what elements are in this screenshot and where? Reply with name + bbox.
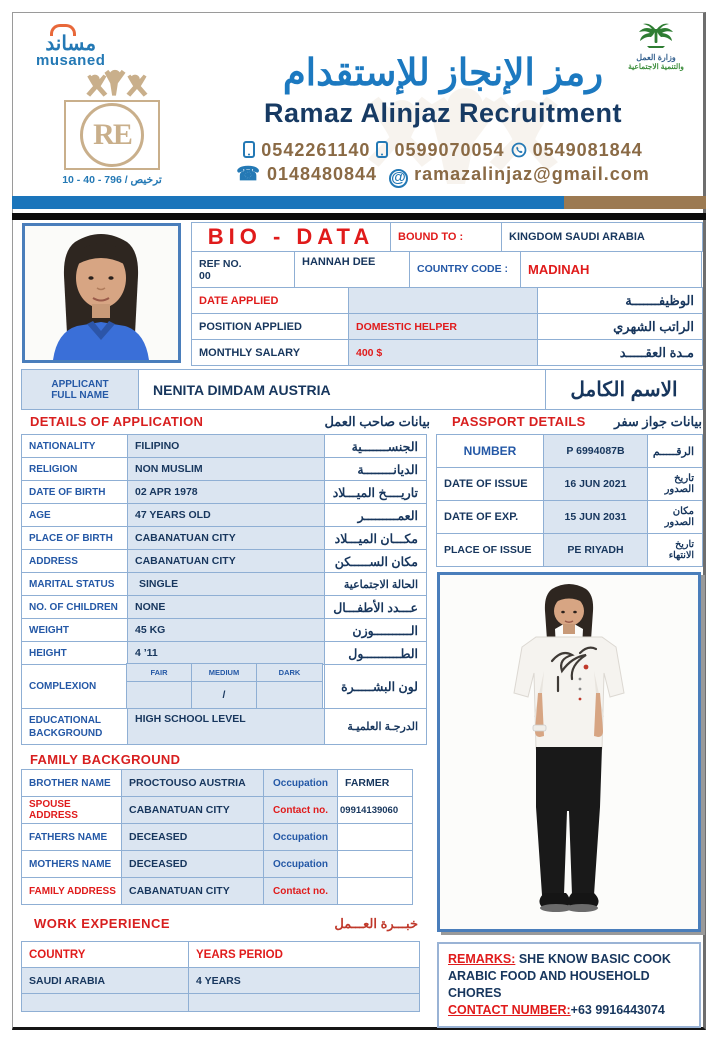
bio-header-table bbox=[192, 223, 706, 366]
contact-number-value: +63 9916443074 bbox=[570, 1002, 665, 1017]
family-label: FATHERS NAME bbox=[21, 823, 122, 851]
work-years: 4 YEARS bbox=[188, 967, 420, 994]
musaned-latin: musaned bbox=[36, 52, 106, 69]
detail-label: HEIGHT bbox=[21, 641, 128, 665]
position-applied-label: POSITION APPLIED bbox=[191, 313, 349, 340]
family-value2 bbox=[337, 877, 413, 905]
family-value: DECEASED bbox=[121, 823, 264, 851]
family-table bbox=[22, 770, 417, 905]
detail-value: 47 YEARS OLD bbox=[127, 503, 325, 527]
passport-section-title: PASSPORT DETAILS bbox=[452, 414, 586, 429]
work-country: SAUDI ARABIA bbox=[21, 967, 189, 994]
family-value2 bbox=[337, 850, 413, 878]
passport-label: NUMBER bbox=[436, 434, 544, 468]
work-section-title-arabic: خبـــرة العـــمل bbox=[334, 916, 418, 931]
license-number: ترخيص / 796 - 40 - 10 bbox=[62, 174, 162, 186]
job-arabic-label: الوظيفـــــــة bbox=[537, 287, 703, 314]
applicant-name-row bbox=[22, 370, 706, 410]
detail-arabic: الطــــــــــول bbox=[324, 641, 427, 665]
family-section-title: FAMILY BACKGROUND bbox=[30, 752, 181, 767]
detail-label: PLACE OF BIRTH bbox=[21, 526, 128, 550]
family-label: SPOUSE ADDRESS bbox=[21, 796, 122, 824]
ref-no-label: REF NO. bbox=[199, 257, 242, 270]
family-value: PROCTOUSO AUSTRIA bbox=[121, 769, 264, 797]
re-monogram: RE bbox=[93, 118, 131, 151]
family-value: DECEASED bbox=[121, 850, 264, 878]
detail-arabic: تاريــــخ الميـــلاد bbox=[324, 480, 427, 504]
detail-label: NO. OF CHILDREN bbox=[21, 595, 128, 619]
detail-value: 02 APR 1978 bbox=[127, 480, 325, 504]
education-arabic: الدرجـة العلميـة bbox=[324, 708, 427, 745]
complexion-options bbox=[127, 664, 325, 709]
passport-label: DATE OF ISSUE bbox=[436, 467, 544, 501]
detail-label: RELIGION bbox=[21, 457, 128, 481]
contact-line-2 bbox=[196, 163, 690, 188]
family-value2: 09914139060 bbox=[337, 796, 413, 824]
family-label2: Occupation bbox=[263, 769, 338, 797]
remarks-text: SHE KNOW BASIC COOK ARABIC FOOD AND HOUSEHOLD CHORES bbox=[448, 952, 671, 1000]
remarks-box bbox=[437, 942, 701, 1028]
bound-to-value: KINGDOM SAUDI ARABIA bbox=[501, 222, 703, 252]
family-value2: FARMER bbox=[337, 769, 413, 797]
detail-value: CABANATUAN CITY bbox=[127, 526, 325, 550]
detail-label: NATIONALITY bbox=[21, 434, 128, 458]
bio-title-cell bbox=[191, 222, 391, 252]
family-label2: Occupation bbox=[263, 823, 338, 851]
full-name-arabic-label: الاسم الكامل bbox=[545, 369, 703, 410]
applicant-fullbody-photo bbox=[437, 572, 701, 932]
family-label2: Contact no. bbox=[263, 877, 338, 905]
monthly-salary-value: 400 $ bbox=[348, 339, 538, 366]
work-country bbox=[21, 993, 189, 1012]
country-code-label: COUNTRY CODE : bbox=[409, 251, 521, 288]
complexion-mark-medium: / bbox=[191, 681, 257, 709]
header-strip-brown bbox=[564, 196, 706, 209]
remarks-label: REMARKS: bbox=[448, 952, 516, 966]
work-col-years: YEARS PERIOD bbox=[188, 941, 420, 968]
applicant-name-cell bbox=[138, 369, 546, 410]
complexion-mark-fair bbox=[126, 681, 192, 709]
detail-arabic: العمـــــــــر bbox=[324, 503, 427, 527]
monthly-salary-arabic-label: الراتب الشهري bbox=[537, 313, 703, 340]
detail-arabic: مكـــان الميـــلاد bbox=[324, 526, 427, 550]
re-logo-circle bbox=[80, 103, 144, 167]
applicant-full-name: NENITA DIMDAM AUSTRIA bbox=[153, 381, 331, 398]
ministry-name-line2: والتنمية الاجتماعية bbox=[628, 61, 684, 71]
passport-arabic: تاريخ الصدور bbox=[647, 467, 703, 501]
detail-value: FILIPINO bbox=[127, 434, 325, 458]
contact-number-label: CONTACT NUMBER: bbox=[448, 1002, 571, 1017]
ref-no-value: 00 bbox=[199, 269, 211, 282]
work-table bbox=[22, 942, 422, 1012]
palm-tree-icon bbox=[639, 20, 673, 48]
monthly-salary-label: MONTHLY SALARY bbox=[191, 339, 349, 366]
passport-section-title-arabic: بيانات جواز سفر bbox=[614, 414, 702, 429]
mobile-icon bbox=[376, 140, 388, 160]
ref-name-cell: HANNAH DEE bbox=[294, 251, 410, 288]
detail-arabic: مكان الســـــكن bbox=[324, 549, 427, 573]
passport-arabic: مكان الصدور bbox=[647, 500, 703, 534]
phone1: 0542261140 bbox=[261, 140, 371, 160]
complexion-opt-dark: DARK bbox=[256, 663, 323, 682]
details-table bbox=[22, 435, 430, 745]
education-value: HIGH SCHOOL LEVEL bbox=[127, 708, 325, 745]
work-section-title: WORK EXPERIENCE bbox=[34, 916, 171, 931]
passport-label: DATE OF EXP. bbox=[436, 500, 544, 534]
re-logo bbox=[64, 100, 160, 170]
ref-no-cell bbox=[191, 251, 295, 288]
detail-value: NON MUSLIM bbox=[127, 457, 325, 481]
whatsapp-icon bbox=[511, 140, 527, 160]
landline: 0148480844 bbox=[266, 164, 378, 184]
family-label: BROTHER NAME bbox=[21, 769, 122, 797]
detail-value: CABANATUAN CITY bbox=[127, 549, 325, 573]
email: ramazalinjaz@gmail.com bbox=[414, 164, 650, 184]
passport-table bbox=[437, 435, 706, 567]
family-value2 bbox=[337, 823, 413, 851]
bound-to-label: BOUND TO : bbox=[390, 222, 502, 252]
whatsapp-number: 0549081844 bbox=[532, 140, 643, 160]
passport-value: PE RIYADH bbox=[543, 533, 648, 567]
detail-arabic: عـــدد الأطفـــال bbox=[324, 595, 427, 619]
date-applied-value bbox=[348, 287, 538, 314]
complexion-arabic: لون البشـــــرة bbox=[324, 664, 427, 709]
applicant-label-line1: APPLICANT bbox=[51, 378, 109, 390]
complexion-opt-medium: MEDIUM bbox=[191, 663, 257, 682]
position-applied-value: DOMESTIC HELPER bbox=[348, 313, 538, 340]
detail-label: AGE bbox=[21, 503, 128, 527]
family-value: CABANATUAN CITY bbox=[121, 796, 264, 824]
detail-arabic: الحالة الاجتماعية bbox=[324, 572, 427, 596]
detail-value: 4 ’11 bbox=[127, 641, 325, 665]
detail-label: WEIGHT bbox=[21, 618, 128, 642]
family-label2: Contact no. bbox=[263, 796, 338, 824]
email-icon: @ bbox=[391, 169, 407, 186]
ministry-name-line1: وزارة العمل bbox=[636, 53, 676, 63]
family-label2: Occupation bbox=[263, 850, 338, 878]
detail-arabic: الديانــــــــة bbox=[324, 457, 427, 481]
telephone-icon: ☎ bbox=[236, 164, 261, 185]
phone2: 0599070054 bbox=[394, 140, 505, 160]
detail-value: SINGLE bbox=[127, 572, 325, 596]
work-years bbox=[188, 993, 420, 1012]
family-label: FAMILY ADDRESS bbox=[21, 877, 122, 905]
passport-arabic: الرقـــــم bbox=[647, 434, 703, 468]
passport-value: 15 JUN 2031 bbox=[543, 500, 648, 534]
complexion-mark-dark bbox=[256, 681, 323, 709]
complexion-opt-fair: FAIR bbox=[126, 663, 192, 682]
detail-value: 45 KG bbox=[127, 618, 325, 642]
date-applied-label: DATE APPLIED bbox=[191, 287, 349, 314]
family-value: CABANATUAN CITY bbox=[121, 877, 264, 905]
fullbody-illustration bbox=[440, 575, 698, 929]
detail-label: MARITAL STATUS bbox=[21, 572, 128, 596]
headshot-illustration bbox=[25, 226, 178, 360]
contact-line-1 bbox=[196, 139, 690, 162]
passport-arabic: تاريخ الانتهاء bbox=[647, 533, 703, 567]
details-section-title: DETAILS OF APPLICATION bbox=[30, 414, 204, 429]
applicant-headshot-photo bbox=[22, 223, 181, 363]
detail-arabic: الــــــــــوزن bbox=[324, 618, 427, 642]
mobile-icon bbox=[243, 140, 255, 160]
passport-label: PLACE OF ISSUE bbox=[436, 533, 544, 567]
applicant-label-cell bbox=[21, 369, 139, 410]
musaned-arabic: مساند bbox=[45, 33, 97, 55]
complexion-label: COMPLEXION bbox=[21, 664, 128, 709]
agency-title-english: Ramaz Alinjaz Recruitment bbox=[263, 98, 623, 128]
passport-value: 16 JUN 2021 bbox=[543, 467, 648, 501]
detail-arabic: الجنســـــــية bbox=[324, 434, 427, 458]
detail-label: ADDRESS bbox=[21, 549, 128, 573]
header-divider bbox=[12, 213, 706, 220]
bio-title: BIO - DATA bbox=[207, 224, 375, 249]
details-section-title-arabic: بيانات صاحب العمل bbox=[324, 414, 430, 429]
passport-value: P 6994087B bbox=[543, 434, 648, 468]
education-label: EDUCATIONAL BACKGROUND bbox=[21, 708, 128, 745]
work-col-country: COUNTRY bbox=[21, 941, 189, 968]
country-code-value: MADINAH bbox=[520, 251, 702, 288]
detail-value: NONE bbox=[127, 595, 325, 619]
detail-label: DATE OF BIRTH bbox=[21, 480, 128, 504]
header-strip-blue bbox=[12, 196, 564, 209]
agency-title-arabic: رمز الإنجاز للإستقدام bbox=[282, 52, 604, 93]
contract-period-arabic-label: مـدة العقـــــد bbox=[537, 339, 703, 366]
family-label: MOTHERS NAME bbox=[21, 850, 122, 878]
applicant-label-line2: FULL NAME bbox=[51, 389, 109, 401]
musaned-logo bbox=[36, 24, 105, 68]
